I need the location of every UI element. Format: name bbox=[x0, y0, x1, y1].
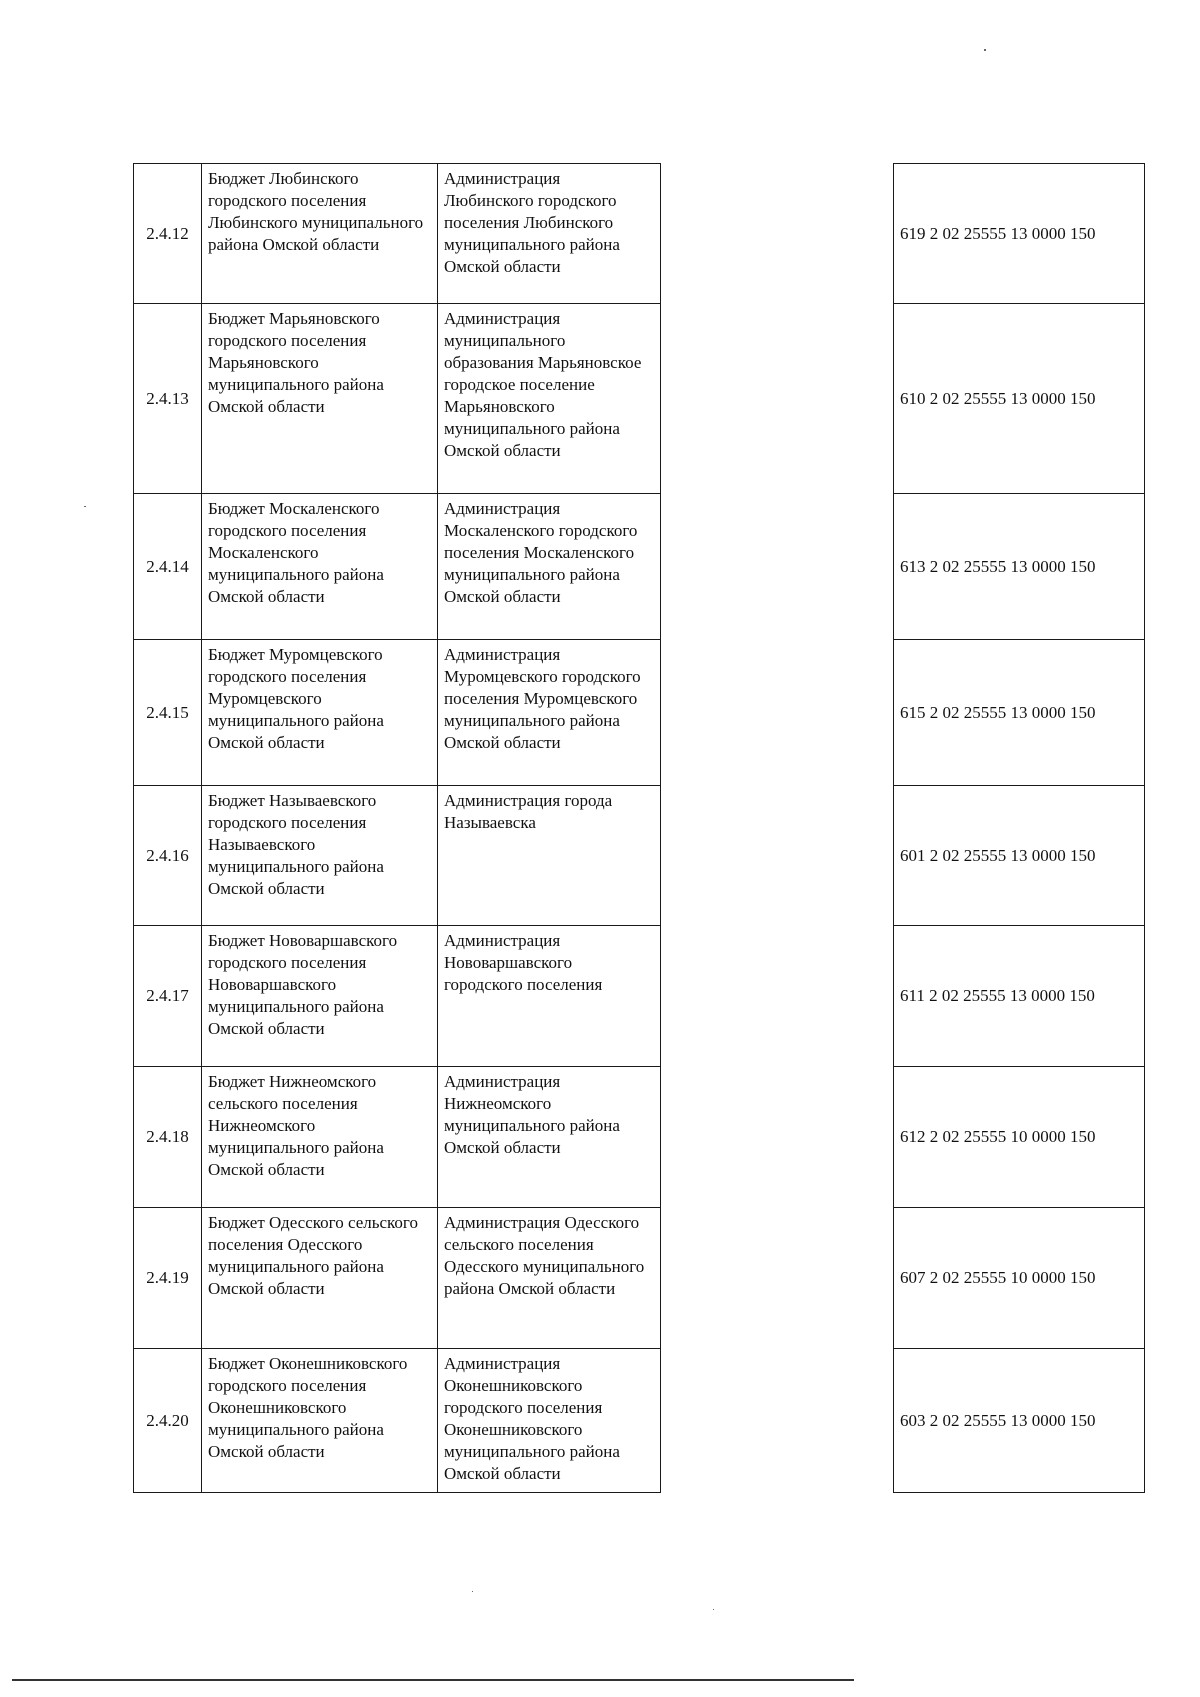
table-row bbox=[134, 786, 661, 926]
administrator-name: Администрация Одесского сельского поселения Одесского муниципального района Омской области bbox=[438, 1208, 661, 1349]
administrator-name: Администрация города Называевска bbox=[438, 786, 661, 926]
table-row bbox=[134, 926, 661, 1067]
budget-table-left bbox=[133, 163, 661, 1493]
row-number: 2.4.17 bbox=[134, 926, 202, 1067]
budget-classification-code: 607 2 02 25555 10 0000 150 bbox=[894, 1208, 1145, 1349]
budget-classification-code: 613 2 02 25555 13 0000 150 bbox=[894, 494, 1145, 640]
administrator-name: Администрация Оконешниковского городского поселения Оконешниковского муниципального района Омской области bbox=[438, 1349, 661, 1493]
table-row bbox=[134, 164, 661, 304]
footer-rule bbox=[12, 1679, 854, 1681]
administrator-name: Администрация Муромцевского городского поселения Муромцевского муниципального района Омской области bbox=[438, 640, 661, 786]
budget-classification-code: 611 2 02 25555 13 0000 150 bbox=[894, 926, 1145, 1067]
table-row bbox=[134, 1067, 661, 1208]
budget-classification-code: 612 2 02 25555 10 0000 150 bbox=[894, 1067, 1145, 1208]
budget-name: Бюджет Называевского городского поселения Называевского муниципального района Омской области bbox=[202, 786, 438, 926]
row-number: 2.4.12 bbox=[134, 164, 202, 304]
table-row bbox=[894, 926, 1145, 1067]
budget-classification-code: 601 2 02 25555 13 0000 150 bbox=[894, 786, 1145, 926]
budget-name: Бюджет Любинского городского поселения Любинского муниципального района Омской области bbox=[202, 164, 438, 304]
row-number: 2.4.18 bbox=[134, 1067, 202, 1208]
administrator-name: Администрация Любинского городского поселения Любинского муниципального района Омской области bbox=[438, 164, 661, 304]
scan-speck bbox=[984, 49, 986, 51]
table-row bbox=[894, 640, 1145, 786]
table-row bbox=[894, 1349, 1145, 1493]
budget-classification-code: 615 2 02 25555 13 0000 150 bbox=[894, 640, 1145, 786]
table-row bbox=[894, 164, 1145, 304]
row-number: 2.4.14 bbox=[134, 494, 202, 640]
budget-name: Бюджет Одесского сельского поселения Одесского муниципального района Омской области bbox=[202, 1208, 438, 1349]
table-row bbox=[894, 304, 1145, 494]
table-row bbox=[134, 1208, 661, 1349]
table-row bbox=[894, 494, 1145, 640]
budget-name: Бюджет Москаленского городского поселения Москаленского муниципального района Омской области bbox=[202, 494, 438, 640]
table-row bbox=[894, 786, 1145, 926]
row-number: 2.4.15 bbox=[134, 640, 202, 786]
budget-classification-code: 619 2 02 25555 13 0000 150 bbox=[894, 164, 1145, 304]
table-row bbox=[134, 640, 661, 786]
budget-name: Бюджет Нижнеомского сельского поселения Нижнеомского муниципального района Омской области bbox=[202, 1067, 438, 1208]
row-number: 2.4.16 bbox=[134, 786, 202, 926]
table-row bbox=[134, 494, 661, 640]
budget-name: Бюджет Оконешниковского городского поселения Оконешниковского муниципального района Омской области bbox=[202, 1349, 438, 1493]
table-row bbox=[894, 1208, 1145, 1349]
table-row bbox=[134, 304, 661, 494]
budget-classification-code: 610 2 02 25555 13 0000 150 bbox=[894, 304, 1145, 494]
budget-classification-code: 603 2 02 25555 13 0000 150 bbox=[894, 1349, 1145, 1493]
table-row bbox=[894, 1067, 1145, 1208]
administrator-name: Администрация муниципального образования Марьяновское городское поселение Марьяновского муниципального района Омской области bbox=[438, 304, 661, 494]
budget-name: Бюджет Марьяновского городского поселения Марьяновского муниципального района Омской области bbox=[202, 304, 438, 494]
scan-speck bbox=[84, 506, 86, 507]
budget-name: Бюджет Муромцевского городского поселения Муромцевского муниципального района Омской области bbox=[202, 640, 438, 786]
budget-code-table bbox=[893, 163, 1145, 1493]
scan-speck bbox=[713, 1609, 714, 1610]
row-number: 2.4.19 bbox=[134, 1208, 202, 1349]
row-number: 2.4.20 bbox=[134, 1349, 202, 1493]
administrator-name: Администрация Нижнеомского муниципального района Омской области bbox=[438, 1067, 661, 1208]
budget-name: Бюджет Нововаршавского городского поселения Нововаршавского муниципального района Омской области bbox=[202, 926, 438, 1067]
scan-speck bbox=[472, 1591, 473, 1592]
administrator-name: Администрация Москаленского городского поселения Москаленского муниципального района Омской области bbox=[438, 494, 661, 640]
table-row bbox=[134, 1349, 661, 1493]
row-number: 2.4.13 bbox=[134, 304, 202, 494]
administrator-name: Администрация Нововаршавского городского поселения bbox=[438, 926, 661, 1067]
